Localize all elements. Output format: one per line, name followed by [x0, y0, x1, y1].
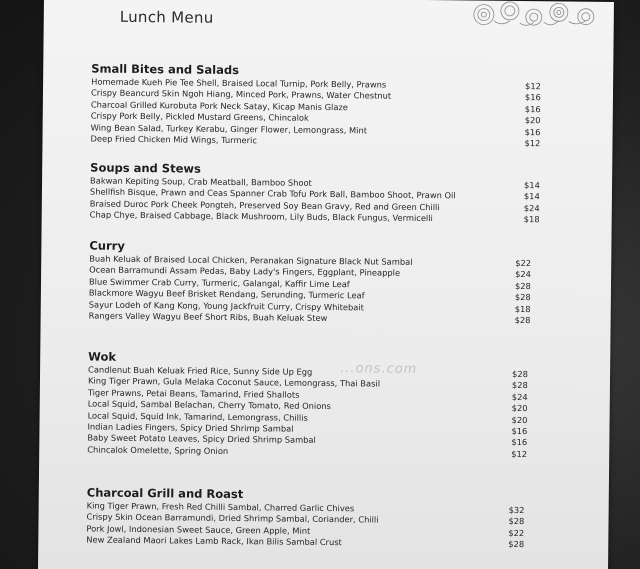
item-description: Bakwan Kepiting Soup, Crab Meatball, Bamboo Shoot [90, 175, 312, 188]
item-price: $28 [508, 516, 525, 527]
item-description: Crispy Pork Belly, Pickled Mustard Greens, Chincalok [90, 110, 309, 123]
item-description: Baby Sweet Potato Leaves, Spicy Dried Shrimp Sambal [87, 432, 316, 446]
item-price: $28 [511, 380, 528, 391]
item-description: Crispy Skin Ocean Barramundi, Dried Shrimp Sambal, Coriander, Chilli [86, 511, 379, 525]
item-price: $16 [511, 425, 528, 437]
item-description: Blackmore Wagyu Beef Brisket Rendang, Serunding, Turmeric Leaf [88, 287, 365, 301]
item-price: $16 [524, 103, 541, 114]
floral-decoration-icon [464, 0, 604, 33]
item-price: $12 [525, 81, 541, 92]
item-price: $24 [523, 202, 540, 213]
item-price: $24 [511, 391, 528, 402]
item-description: Candlenut Buah Keluak Fried Rice, Sunny Side Up Egg [88, 364, 313, 377]
item-price: $22 [515, 257, 532, 269]
section-small-bites [90, 60, 599, 150]
item-description: Rangers Valley Wagyu Beef Short Ribs, Buah Keluak Stew [88, 310, 328, 323]
item-price: $12 [511, 448, 528, 459]
item-price: $28 [508, 539, 525, 550]
section-heading: Curry [89, 238, 125, 253]
item-description: Indian Ladies Fingers, Spicy Dried Shrimp Sambal [87, 421, 294, 434]
item-description: Chap Chye, Braised Cabbage, Black Mushroom, Lily Buds, Black Fungus, Vermicelli [89, 209, 433, 224]
menu-title: Lunch Menu [119, 7, 214, 27]
item-description: Buah Keluak of Braised Local Chicken, Peranakan Signature Black Nut Sambal [89, 253, 413, 267]
item-description: Chincalok Omelette, Spring Onion [87, 444, 229, 456]
item-price: $24 [515, 269, 532, 280]
item-price: $20 [511, 414, 528, 425]
item-description: Sayur Lodeh of Kang Kong, Young Jackfruit Curry, Crispy Whitebait [88, 299, 365, 312]
item-price: $28 [514, 280, 531, 291]
section-heading: Soups and Stews [90, 160, 201, 176]
item-price: $16 [511, 437, 528, 448]
item-price: $12 [524, 137, 541, 149]
item-price: $16 [524, 126, 541, 137]
item-price: $14 [523, 180, 540, 191]
item-description: Local Squid, Squid Ink, Tamarind, Lemongrass, Chillis [87, 410, 308, 423]
item-price: $28 [514, 292, 531, 303]
item-description: Blue Swimmer Crab Curry, Turmeric, Galangal, Kaffir Lime Leaf [88, 276, 350, 289]
section-heading: Charcoal Grill and Roast [86, 485, 244, 502]
item-description: Charcoal Grilled Kurobuta Pork Neck Satay, Kicap Manis Glaze [90, 99, 348, 112]
section-curry [89, 237, 598, 327]
item-price: $16 [524, 92, 541, 103]
item-description: Wing Bean Salad, Turkey Kerabu, Ginger Flower, Lemongrass, Mint [90, 122, 368, 135]
menu-sheet [38, 0, 614, 569]
item-description: Local Squid, Sambal Belachan, Cherry Tomato, Red Onions [87, 398, 331, 412]
item-price: $14 [523, 191, 540, 202]
item-description: New Zealand Maori Lakes Lamb Rack, Ikan Bilis Sambal Crust [86, 534, 342, 548]
section-heading: Small Bites and Salads [91, 61, 240, 78]
item-description: Ocean Barramundi Assam Pedas, Baby Lady's Fingers, Eggplant, Pineapple [89, 264, 401, 279]
item-description: King Tiger Prawn, Gula Melaka Coconut Sauce, Lemongrass, Thai Basil [87, 375, 381, 389]
section-heading: Wok [88, 349, 117, 364]
item-price: $28 [512, 368, 528, 380]
item-price: $28 [514, 314, 531, 326]
item-description: Pork Jowl, Indonesian Sweet Sauce, Green Apple, Mint [86, 523, 311, 536]
item-description: Homemade Kueh Pie Tee Shell, Braised Local Turnip, Pork Belly, Prawns [91, 76, 387, 90]
item-price: $20 [524, 115, 541, 126]
item-price: $22 [508, 527, 525, 538]
item-price: $32 [508, 504, 525, 516]
item-description: Tiger Prawns, Petai Beans, Tamarind, Fried Shallots [87, 387, 300, 400]
item-description: King Tiger Prawn, Fresh Red Chilli Sambal, Charred Garlic Chives [86, 500, 355, 514]
item-price: $20 [511, 403, 528, 414]
item-description: Deep Fried Chicken Mid Wings, Turmeric [90, 133, 257, 146]
section-soups-stews [90, 159, 599, 226]
watermark: ...ons.com [340, 361, 418, 377]
item-price: $18 [514, 303, 531, 314]
item-description: Shellfish Bisque, Prawn and Ceas Spanner Crab Tofu Pork Ball, Bamboo Shoot, Prawn Oil [89, 186, 456, 201]
section-charcoal-grill [86, 484, 595, 551]
item-description: Braised Duroc Pork Cheek Pongteh, Preserved Soy Bean Gravy, Red and Green Chilli [89, 198, 440, 212]
item-price: $18 [523, 214, 540, 225]
item-description: Crispy Beancurd Skin Ngoh Hiang, Minced Pork, Prawns, Water Chestnut [90, 87, 392, 102]
